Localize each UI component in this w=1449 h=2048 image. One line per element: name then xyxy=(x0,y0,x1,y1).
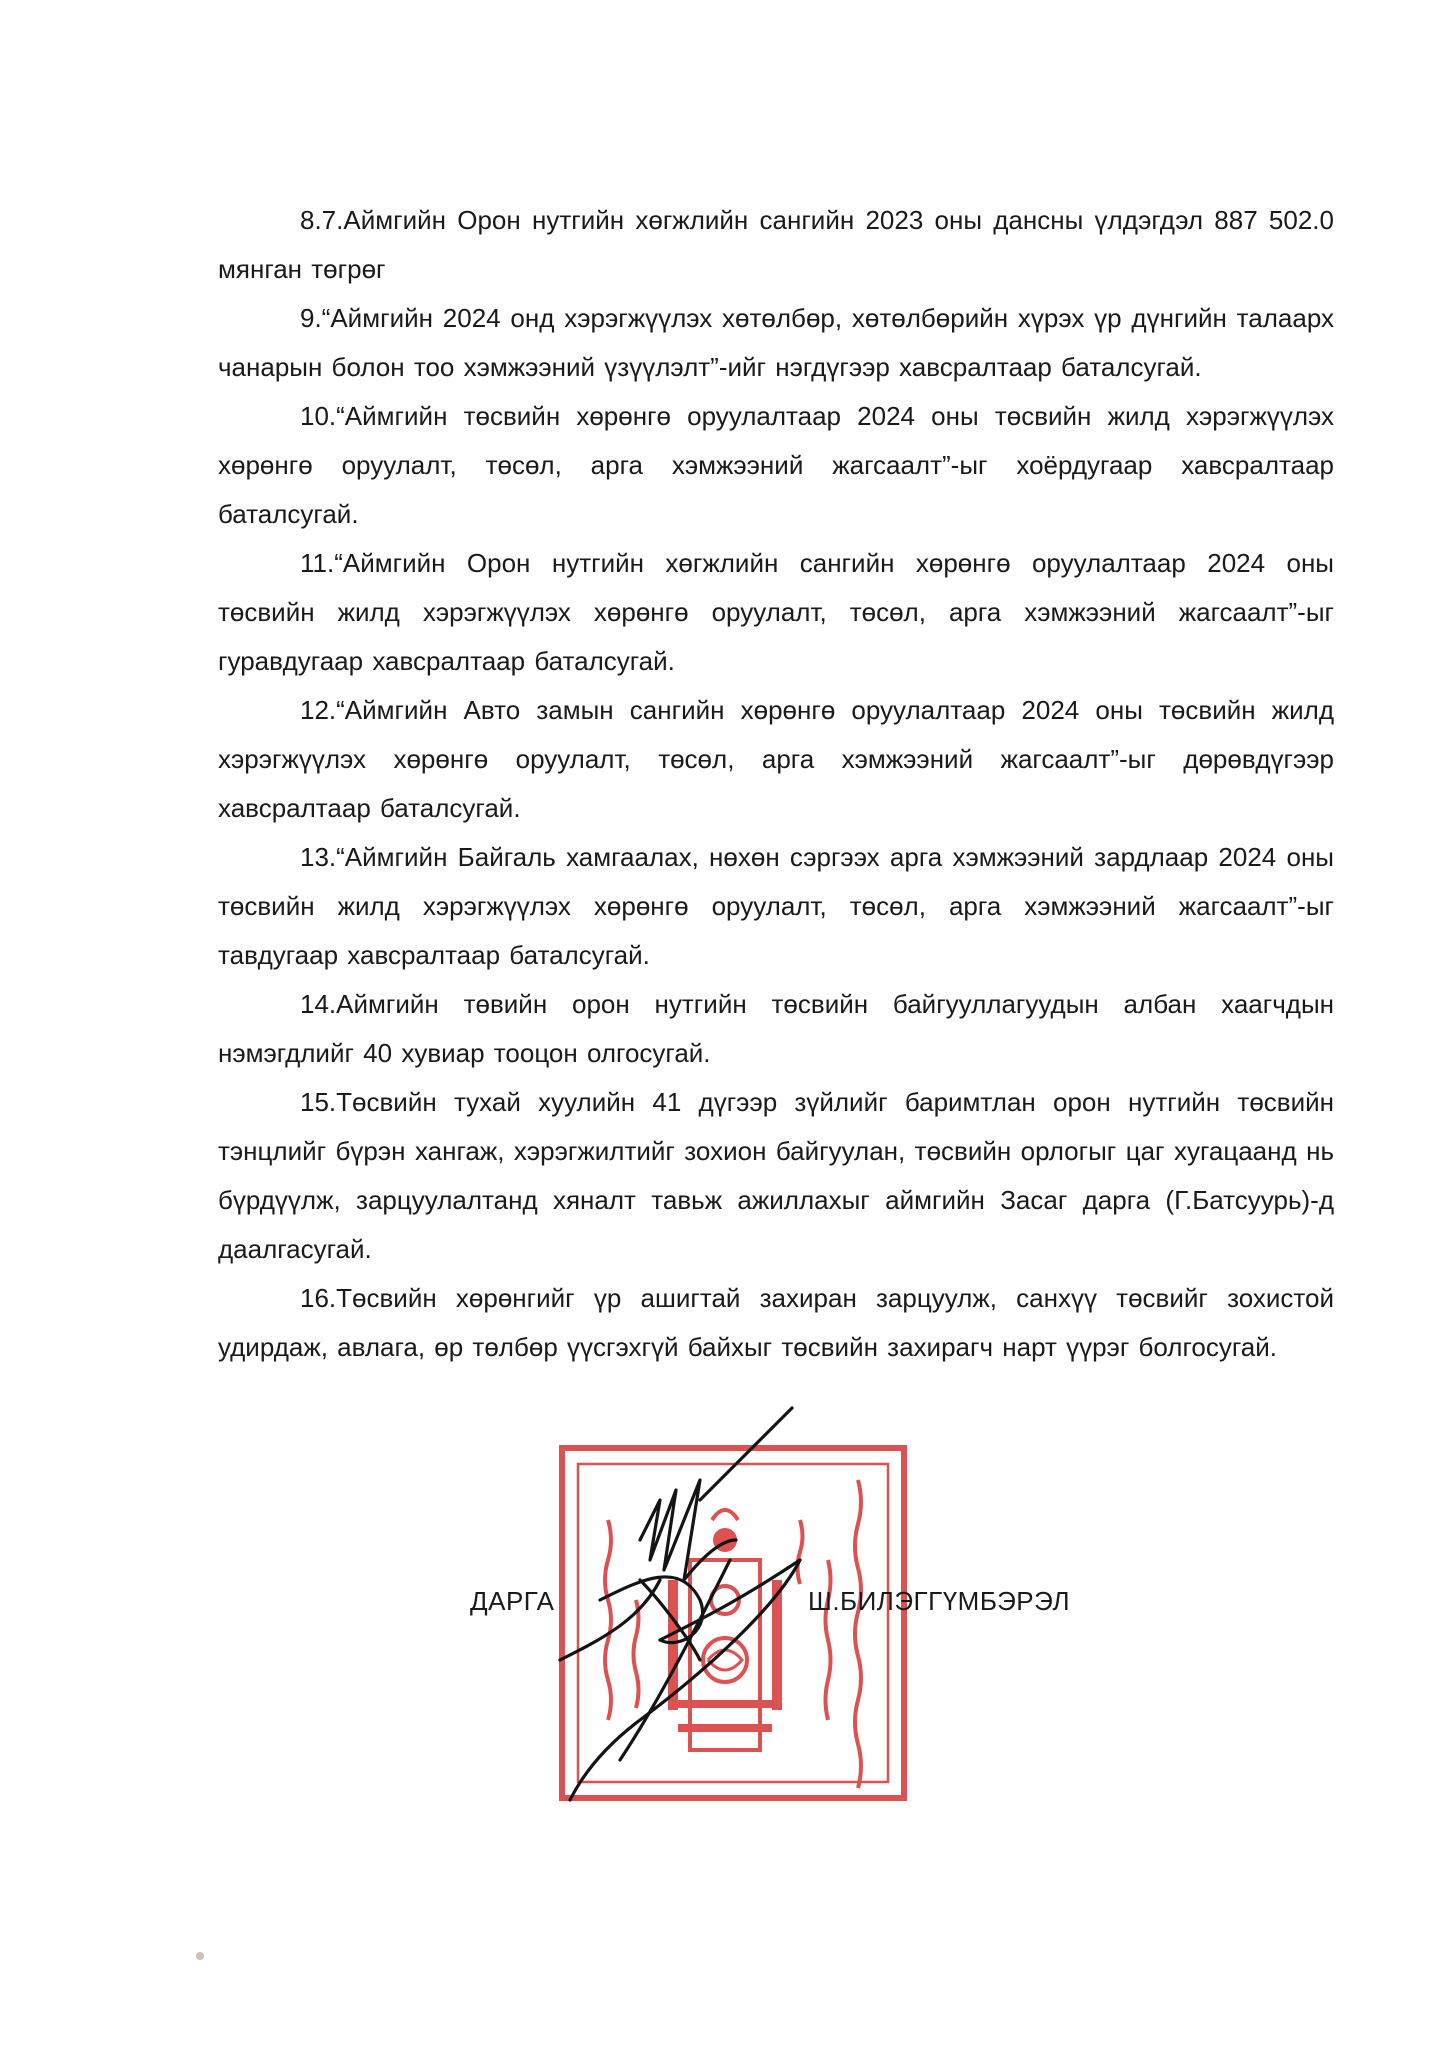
document-body xyxy=(218,196,1334,1372)
paragraph-10: 10.“Аймгийн төсвийн хөрөнгө оруулалтаар 2024 оны төсвийн жилд хэрэгжүүлэх хөрөнгө оруулалт, төсөл, арга хэмжээний жагсаалт”-ыг хоёрдугаар хавсралтаар баталсугай. xyxy=(218,401,1334,529)
paragraph-14: 14.Аймгийн төвийн орон нутгийн төсвийн байгууллагуудын албан хаагчдын нэмэгдлийг 40 хувиар тооцон олгосугай. xyxy=(218,989,1334,1068)
paragraph-9: 9.“Аймгийн 2024 онд хэрэгжүүлэх хөтөлбөр, хөтөлбөрийн хүрэх үр дүнгийн талаарх чанарын болон тоо хэмжээний үзүүлэлт”-ийг нэгдүгээр хавсралтаар баталсугай. xyxy=(218,303,1334,382)
signatory-title: ДАРГА xyxy=(470,1586,555,1616)
paragraph-8-7: 8.7.Аймгийн Орон нутгийн хөгжлийн сангийн 2023 оны дансны үлдэгдэл 887 502.0 мянган төгрөг xyxy=(218,205,1334,284)
paper-speck xyxy=(196,1952,204,1960)
signatory-name: Ш.БИЛЭГГҮМБЭРЭЛ xyxy=(808,1586,1071,1616)
paragraph-11: 11.“Аймгийн Орон нутгийн хөгжлийн сангийн хөрөнгө оруулалтаар 2024 оны төсвийн жилд хэрэгжүүлэх хөрөнгө оруулалт, төсөл, арга хэмжээний жагсаалт”-ыг гуравдугаар хавсралтаар баталсугай. xyxy=(218,548,1334,676)
paragraph-15: 15.Төсвийн тухай хуулийн 41 дүгээр зүйлийг баримтлан орон нутгийн төсвийн тэнцлийг бүрэн хангаж, хэрэгжилтийг зохион байгуулан, төсвийн орлогыг цаг хугацаанд нь бүрдүүлж, зарцуулалтанд хяналт тавьж ажиллахыг аймгийн Засаг дарга (Г.Батсуурь)-д даалгасугай. xyxy=(218,1087,1334,1264)
paragraph-13: 13.“Аймгийн Байгаль хамгаалах, нөхөн сэргээх арга хэмжээний зардлаар 2024 оны төсвийн жилд хэрэгжүүлэх хөрөнгө оруулалт, төсөл, арга хэмжээний жагсаалт”-ыг тавдугаар хавсралтаар баталсугай. xyxy=(218,842,1334,970)
paragraph-16: 16.Төсвийн хөрөнгийг үр ашигтай захиран зарцуулж, санхүү төсвийг зохистой удирдаж, авлага, өр төлбөр үүсгэхгүй байхыг төсвийн захирагч нарт үүрэг болгосугай. xyxy=(218,1283,1334,1362)
paragraph-12: 12.“Аймгийн Авто замын сангийн хөрөнгө оруулалтаар 2024 оны төсвийн жилд хэрэгжүүлэх хөрөнгө оруулалт, төсөл, арга хэмжээний жагсаалт”-ыг дөрөвдүгээр хавсралтаар баталсугай. xyxy=(218,695,1334,823)
